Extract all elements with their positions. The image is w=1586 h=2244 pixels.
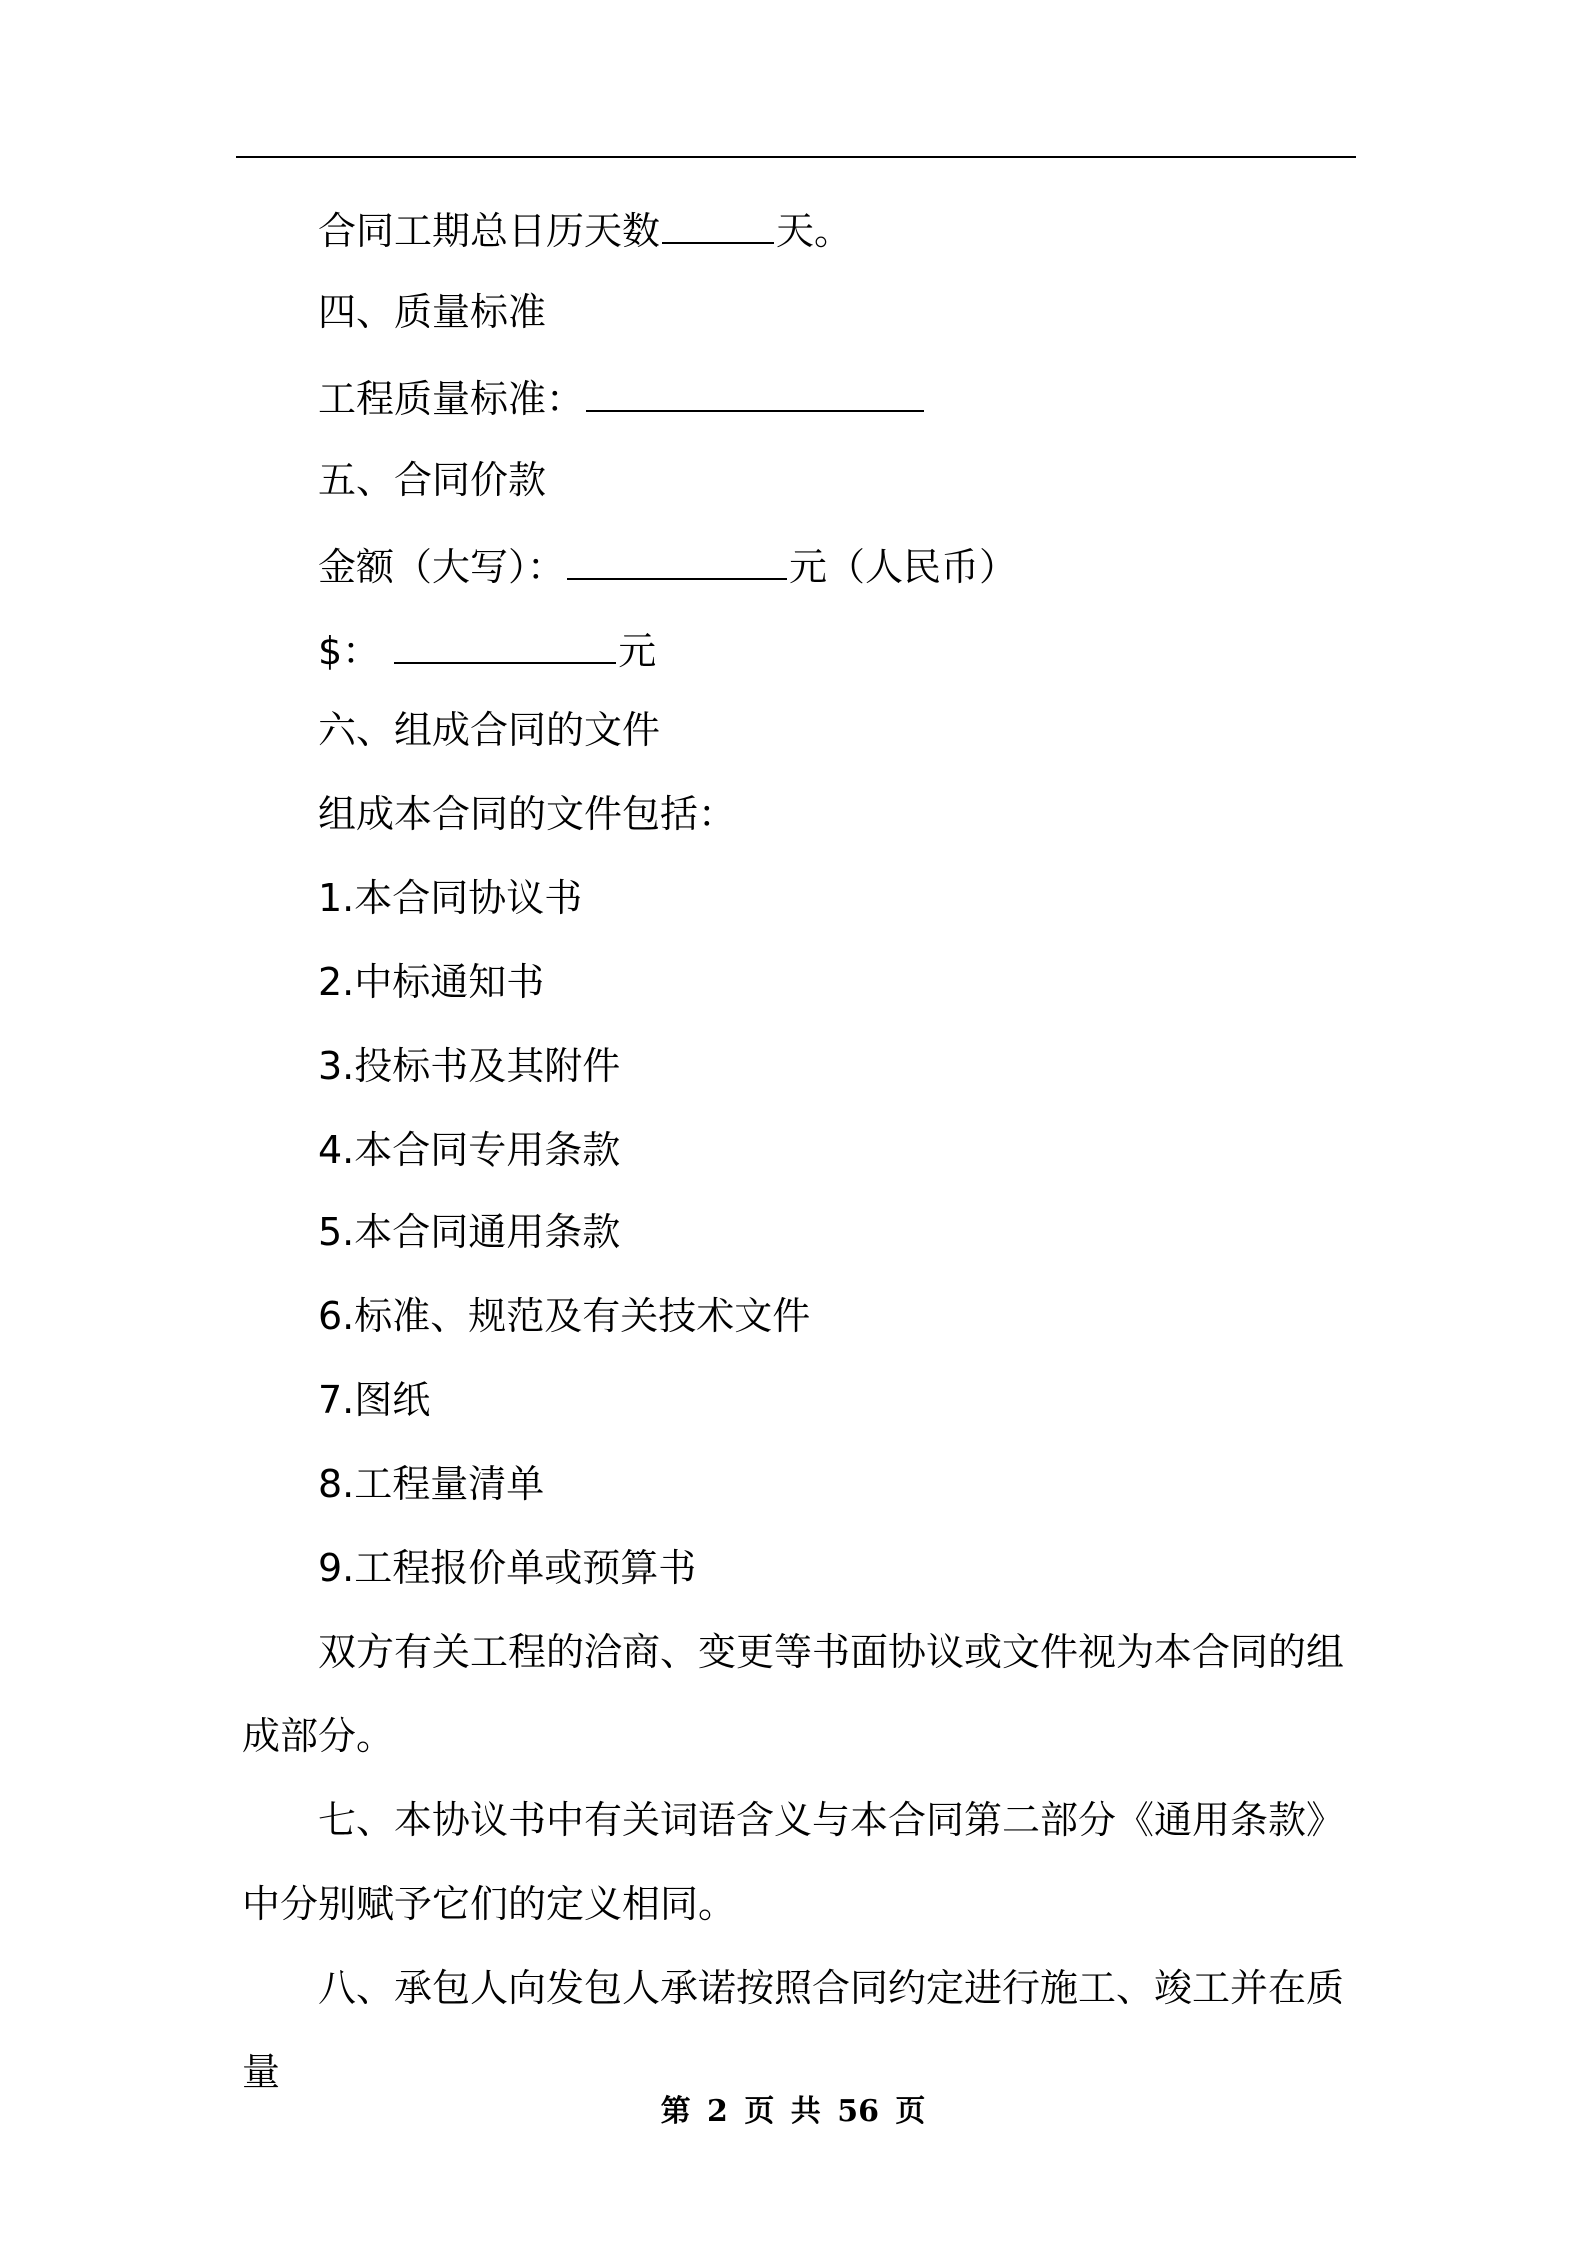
amount-words-blank[interactable] (567, 540, 787, 580)
section-price-heading: 五、合同价款 (318, 458, 547, 502)
section-documents-heading: 六、组成合同的文件 (318, 708, 661, 752)
document-item-9: 9.工程报价单或预算书 (318, 1546, 697, 1590)
documents-intro: 组成本合同的文件包括： (318, 792, 737, 836)
duration-blank[interactable] (662, 204, 774, 244)
paragraph-amendments: 双方有关工程的洽商、变更等书面协议或文件视为本合同的组成部分。 (242, 1630, 1345, 1758)
amount-figure-blank[interactable] (394, 624, 616, 664)
quality-standard-line (318, 372, 926, 423)
page-number-footer: 第 2 页 共 56 页 (660, 2094, 926, 2129)
header-rule (236, 156, 1356, 158)
amount-figure-line (318, 624, 656, 675)
document-item-8: 8.工程量清单 (318, 1462, 545, 1506)
quality-standard-label: 工程质量标准： (318, 377, 585, 421)
amount-words-unit: 元（人民币） (789, 545, 1018, 589)
amount-figure-unit: 元 (618, 629, 657, 673)
document-item-1: 1.本合同协议书 (318, 876, 583, 920)
document-item-7: 7.图纸 (318, 1378, 431, 1422)
document-item-5: 5.本合同通用条款 (318, 1210, 621, 1254)
document-item-6: 6.标准、规范及有关技术文件 (318, 1294, 811, 1338)
section-quality-heading: 四、质量标准 (318, 290, 547, 334)
duration-line (318, 204, 852, 255)
duration-unit: 天。 (776, 209, 853, 253)
paragraph-contractor-promise: 八、承包人向发包人承诺按照合同约定进行施工、竣工并在质量 (242, 1966, 1345, 2094)
amount-words-line (318, 540, 1017, 591)
duration-label: 合同工期总日历天数 (318, 209, 661, 253)
amount-words-label: 金额（大写）： (318, 545, 566, 589)
document-item-3: 3.投标书及其附件 (318, 1044, 621, 1088)
amount-figure-label: $： (318, 629, 381, 673)
paragraph-definitions: 七、本协议书中有关词语含义与本合同第二部分《通用条款》中分别赋予它们的定义相同。 (242, 1798, 1345, 1926)
document-item-4: 4.本合同专用条款 (318, 1128, 621, 1172)
quality-standard-blank[interactable] (586, 372, 924, 412)
document-item-2: 2.中标通知书 (318, 960, 545, 1004)
